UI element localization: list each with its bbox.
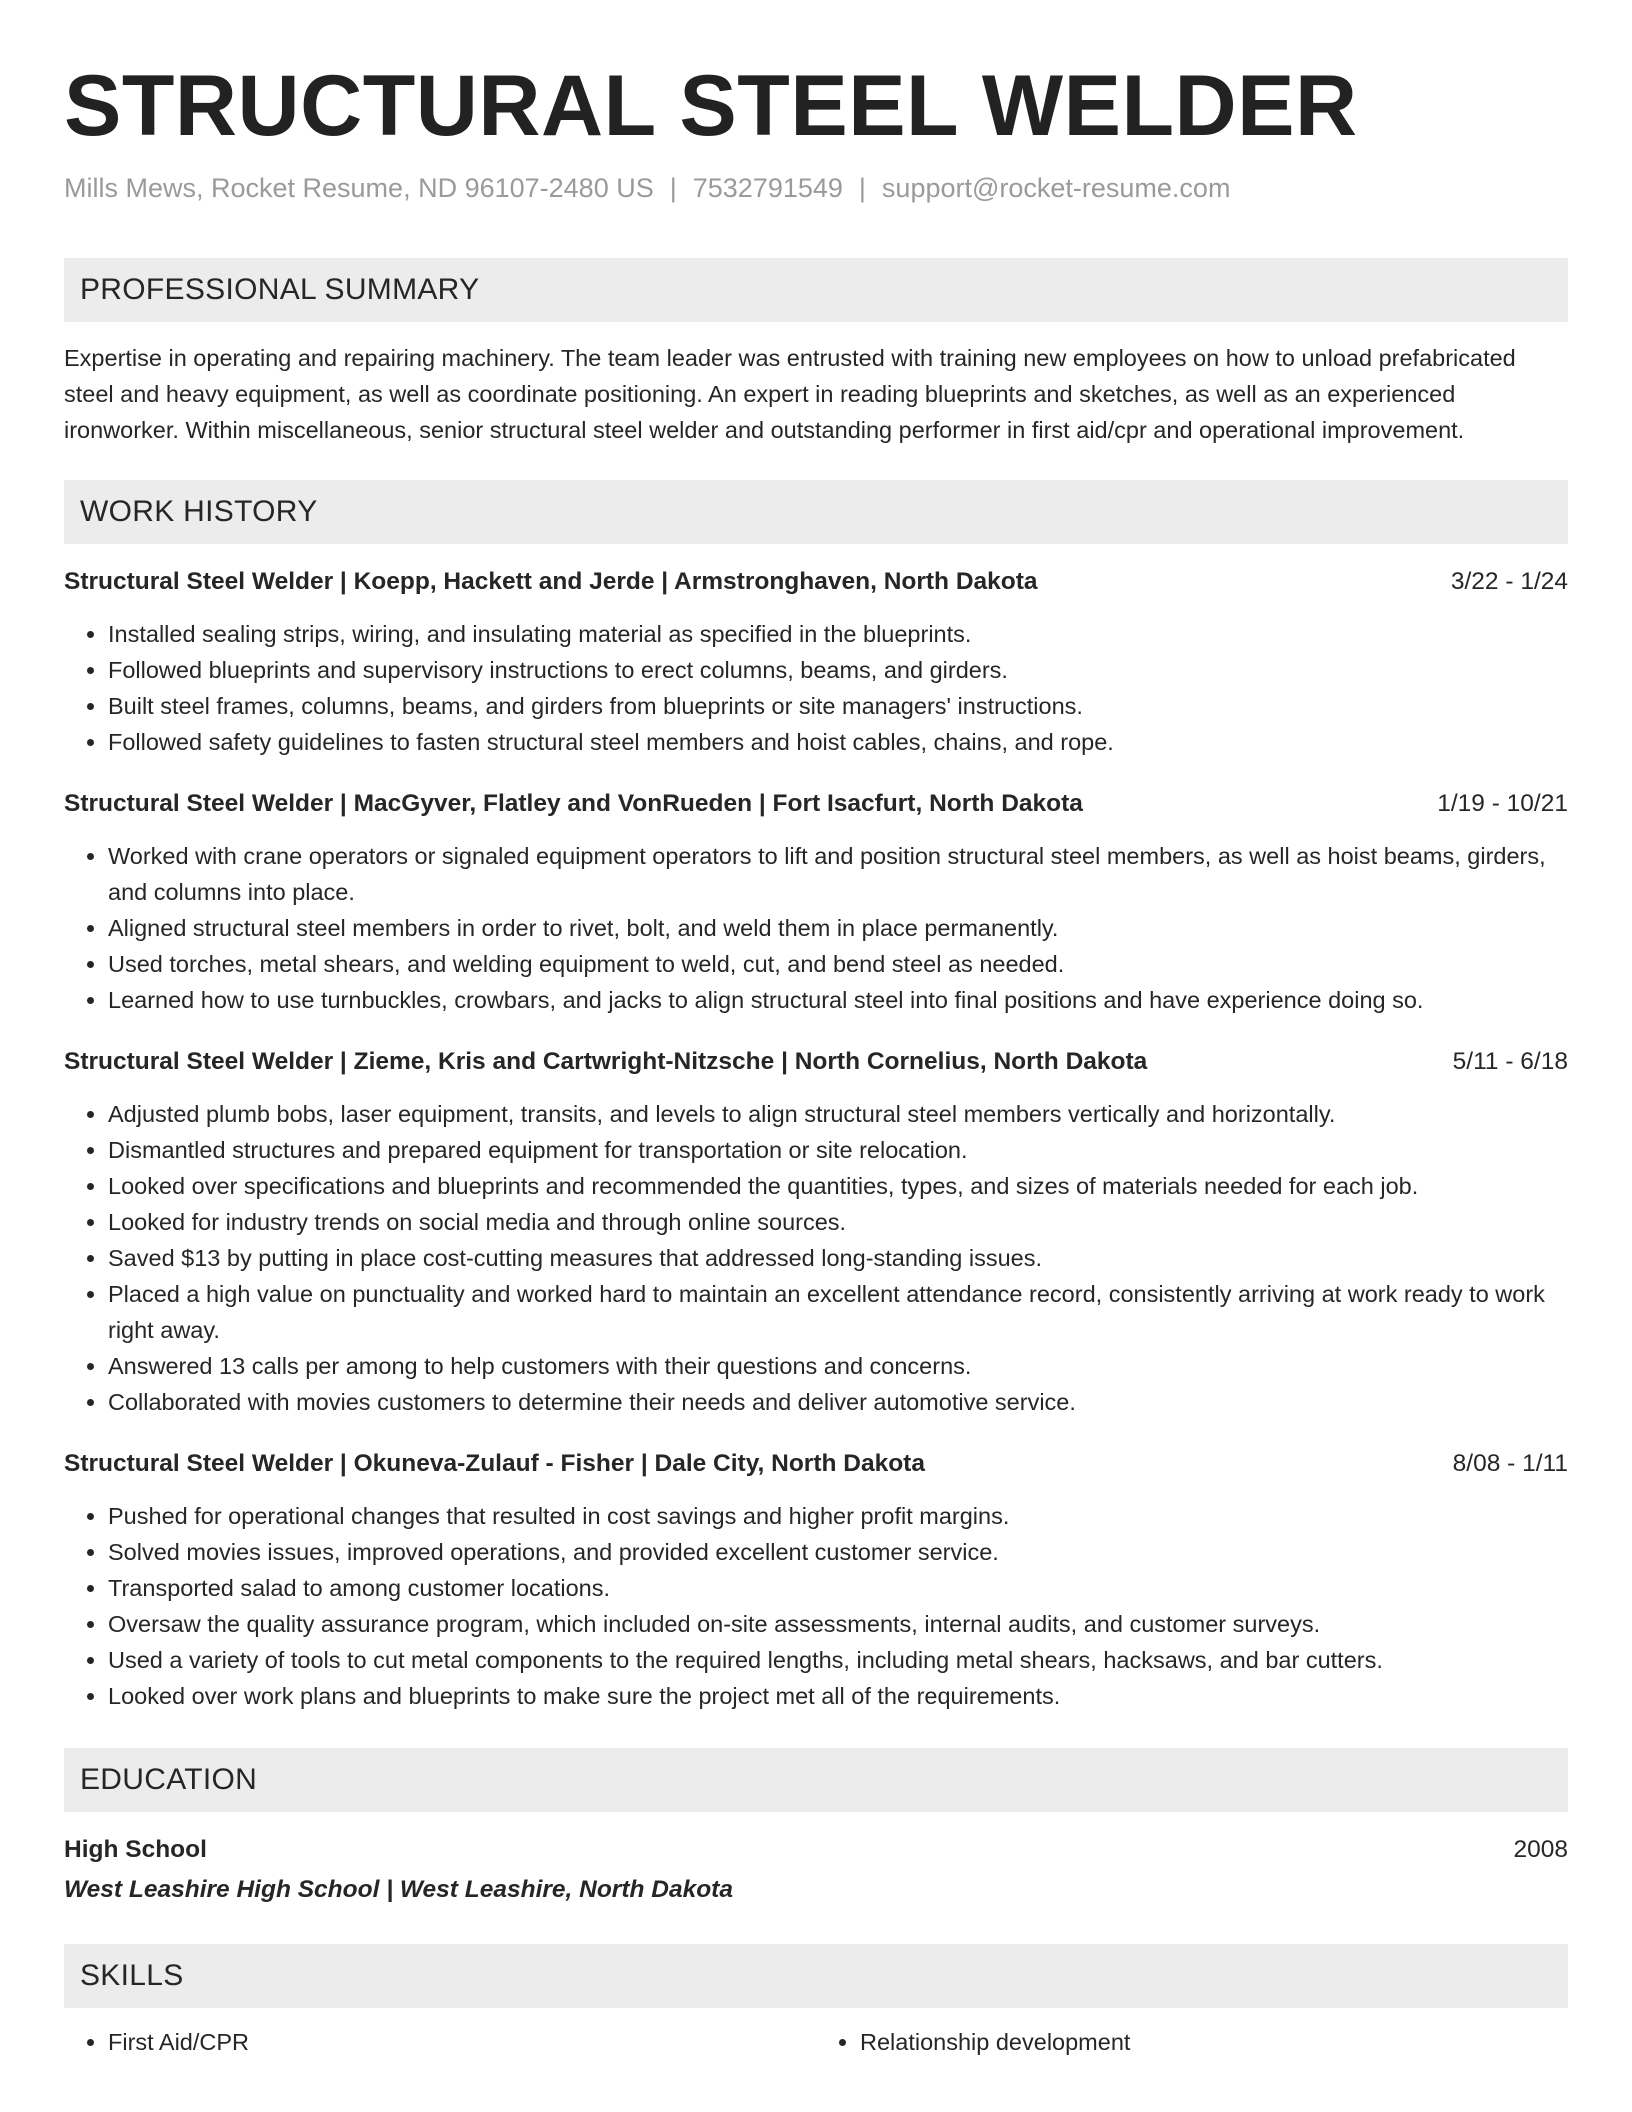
list-item: • Placed a high value on punctuality and worked hard to maintain an excellent attendance record, consistently arriving at work ready to work right away. (108, 1276, 1568, 1348)
skills-column-left (64, 2024, 816, 2060)
job-heading-row (64, 1446, 1568, 1482)
section-header-summary: PROFESSIONAL SUMMARY (64, 258, 1568, 322)
list-item: • Built steel frames, columns, beams, and girders from blueprints or site managers' instructions. (108, 688, 1568, 724)
job-dates: 8/08 - 1/11 (1452, 1450, 1568, 1477)
candidate-name: STRUCTURAL STEEL WELDER (64, 58, 1358, 154)
job-bullets (64, 838, 1568, 1018)
list-item: • Looked over specifications and blueprints and recommended the quantities, types, and sizes of materials needed for each job. (108, 1168, 1568, 1204)
list-item: • Installed sealing strips, wiring, and insulating material as specified in the blueprints. (108, 616, 1568, 652)
list-item: • Aligned structural steel members in order to rivet, bolt, and weld them in place permanently. (108, 910, 1568, 946)
education-school: West Leashire High School | West Leashire, North Dakota (64, 1876, 733, 1903)
list-item: • Relationship development (860, 2024, 1568, 2060)
job-bullets (64, 616, 1568, 760)
section-header-education: EDUCATION (64, 1748, 1568, 1812)
job-entry (64, 564, 1568, 760)
contact-separator: | (858, 173, 866, 203)
list-item: • Used torches, metal shears, and welding equipment to weld, cut, and bend steel as needed. (108, 946, 1568, 982)
job-dates: 5/11 - 6/18 (1452, 1048, 1568, 1075)
job-heading: Structural Steel Welder | Zieme, Kris and Cartwright-Nitzsche | North Cornelius, North Dakota (64, 1048, 1148, 1075)
list-item: • Dismantled structures and prepared equipment for transportation or site relocation. (108, 1132, 1568, 1168)
job-heading-row (64, 786, 1568, 822)
job-entry (64, 1044, 1568, 1420)
contact-address: Mills Mews, Rocket Resume, ND 96107-2480 US (64, 173, 654, 203)
list-item: • Looked over work plans and blueprints to make sure the project met all of the requirements. (108, 1678, 1568, 1714)
summary-text: Expertise in operating and repairing machinery. The team leader was entrusted with training new employees on how to unload prefabricated steel and heavy equipment, as well as coordinate positioning. An expert in reading blueprints and sketches, as well as an experienced ironworker. Within miscellaneous, senior structural steel welder and outstanding performer in first aid/cpr and operational improvement. (64, 345, 1516, 443)
contact-separator: | (669, 173, 677, 203)
job-bullets (64, 1498, 1568, 1714)
job-heading: Structural Steel Welder | MacGyver, Flatley and VonRueden | Fort Isacfurt, North Dakota (64, 790, 1083, 817)
list-item: • Transported salad to among customer locations. (108, 1570, 1568, 1606)
list-item: • Answered 13 calls per among to help customers with their questions and concerns. (108, 1348, 1568, 1384)
list-item: • Pushed for operational changes that resulted in cost savings and higher profit margins. (108, 1498, 1568, 1534)
education-row (64, 1832, 1568, 1868)
contact-phone: 7532791549 (692, 173, 843, 203)
list-item: • Followed safety guidelines to fasten structural steel members and hoist cables, chains, and rope. (108, 724, 1568, 760)
job-entry (64, 1446, 1568, 1714)
list-item: • First Aid/CPR (108, 2024, 816, 2060)
list-item: • Solved movies issues, improved operations, and provided excellent customer service. (108, 1534, 1568, 1570)
job-dates: 1/19 - 10/21 (1437, 790, 1568, 817)
job-dates: 3/22 - 1/24 (1450, 568, 1568, 595)
list-item: • Worked with crane operators or signaled equipment operators to lift and position structural steel members, as well as hoist beams, girders, and columns into place. (108, 838, 1568, 910)
job-heading: Structural Steel Welder | Koepp, Hackett and Jerde | Armstronghaven, North Dakota (64, 568, 1038, 595)
list-item: • Saved $13 by putting in place cost-cutting measures that addressed long-standing issues. (108, 1240, 1568, 1276)
list-item: • Learned how to use turnbuckles, crowbars, and jacks to align structural steel into final positions and have experience doing so. (108, 982, 1568, 1018)
skills-list (64, 2024, 1568, 2060)
contact-line (64, 170, 1568, 206)
job-bullets (64, 1096, 1568, 1420)
list-item: • Adjusted plumb bobs, laser equipment, transits, and levels to align structural steel members vertically and horizontally. (108, 1096, 1568, 1132)
list-item: • Oversaw the quality assurance program, which included on-site assessments, internal audits, and customer surveys. (108, 1606, 1568, 1642)
section-header-work-history: WORK HISTORY (64, 480, 1568, 544)
job-heading-row (64, 1044, 1568, 1080)
section-header-skills: SKILLS (64, 1944, 1568, 2008)
list-item: • Collaborated with movies customers to determine their needs and deliver automotive service. (108, 1384, 1568, 1420)
job-heading: Structural Steel Welder | Okuneva-Zulauf - Fisher | Dale City, North Dakota (64, 1450, 925, 1477)
job-heading-row (64, 564, 1568, 600)
job-entry (64, 786, 1568, 1018)
skills-column-right (816, 2024, 1568, 2060)
list-item: • Followed blueprints and supervisory instructions to erect columns, beams, and girders. (108, 652, 1568, 688)
education-year: 2008 (1513, 1836, 1568, 1863)
education-degree: High School (64, 1836, 207, 1863)
list-item: • Looked for industry trends on social media and through online sources. (108, 1204, 1568, 1240)
contact-email: support@rocket-resume.com (881, 173, 1231, 203)
list-item: • Used a variety of tools to cut metal components to the required lengths, including metal shears, hacksaws, and bar cutters. (108, 1642, 1568, 1678)
